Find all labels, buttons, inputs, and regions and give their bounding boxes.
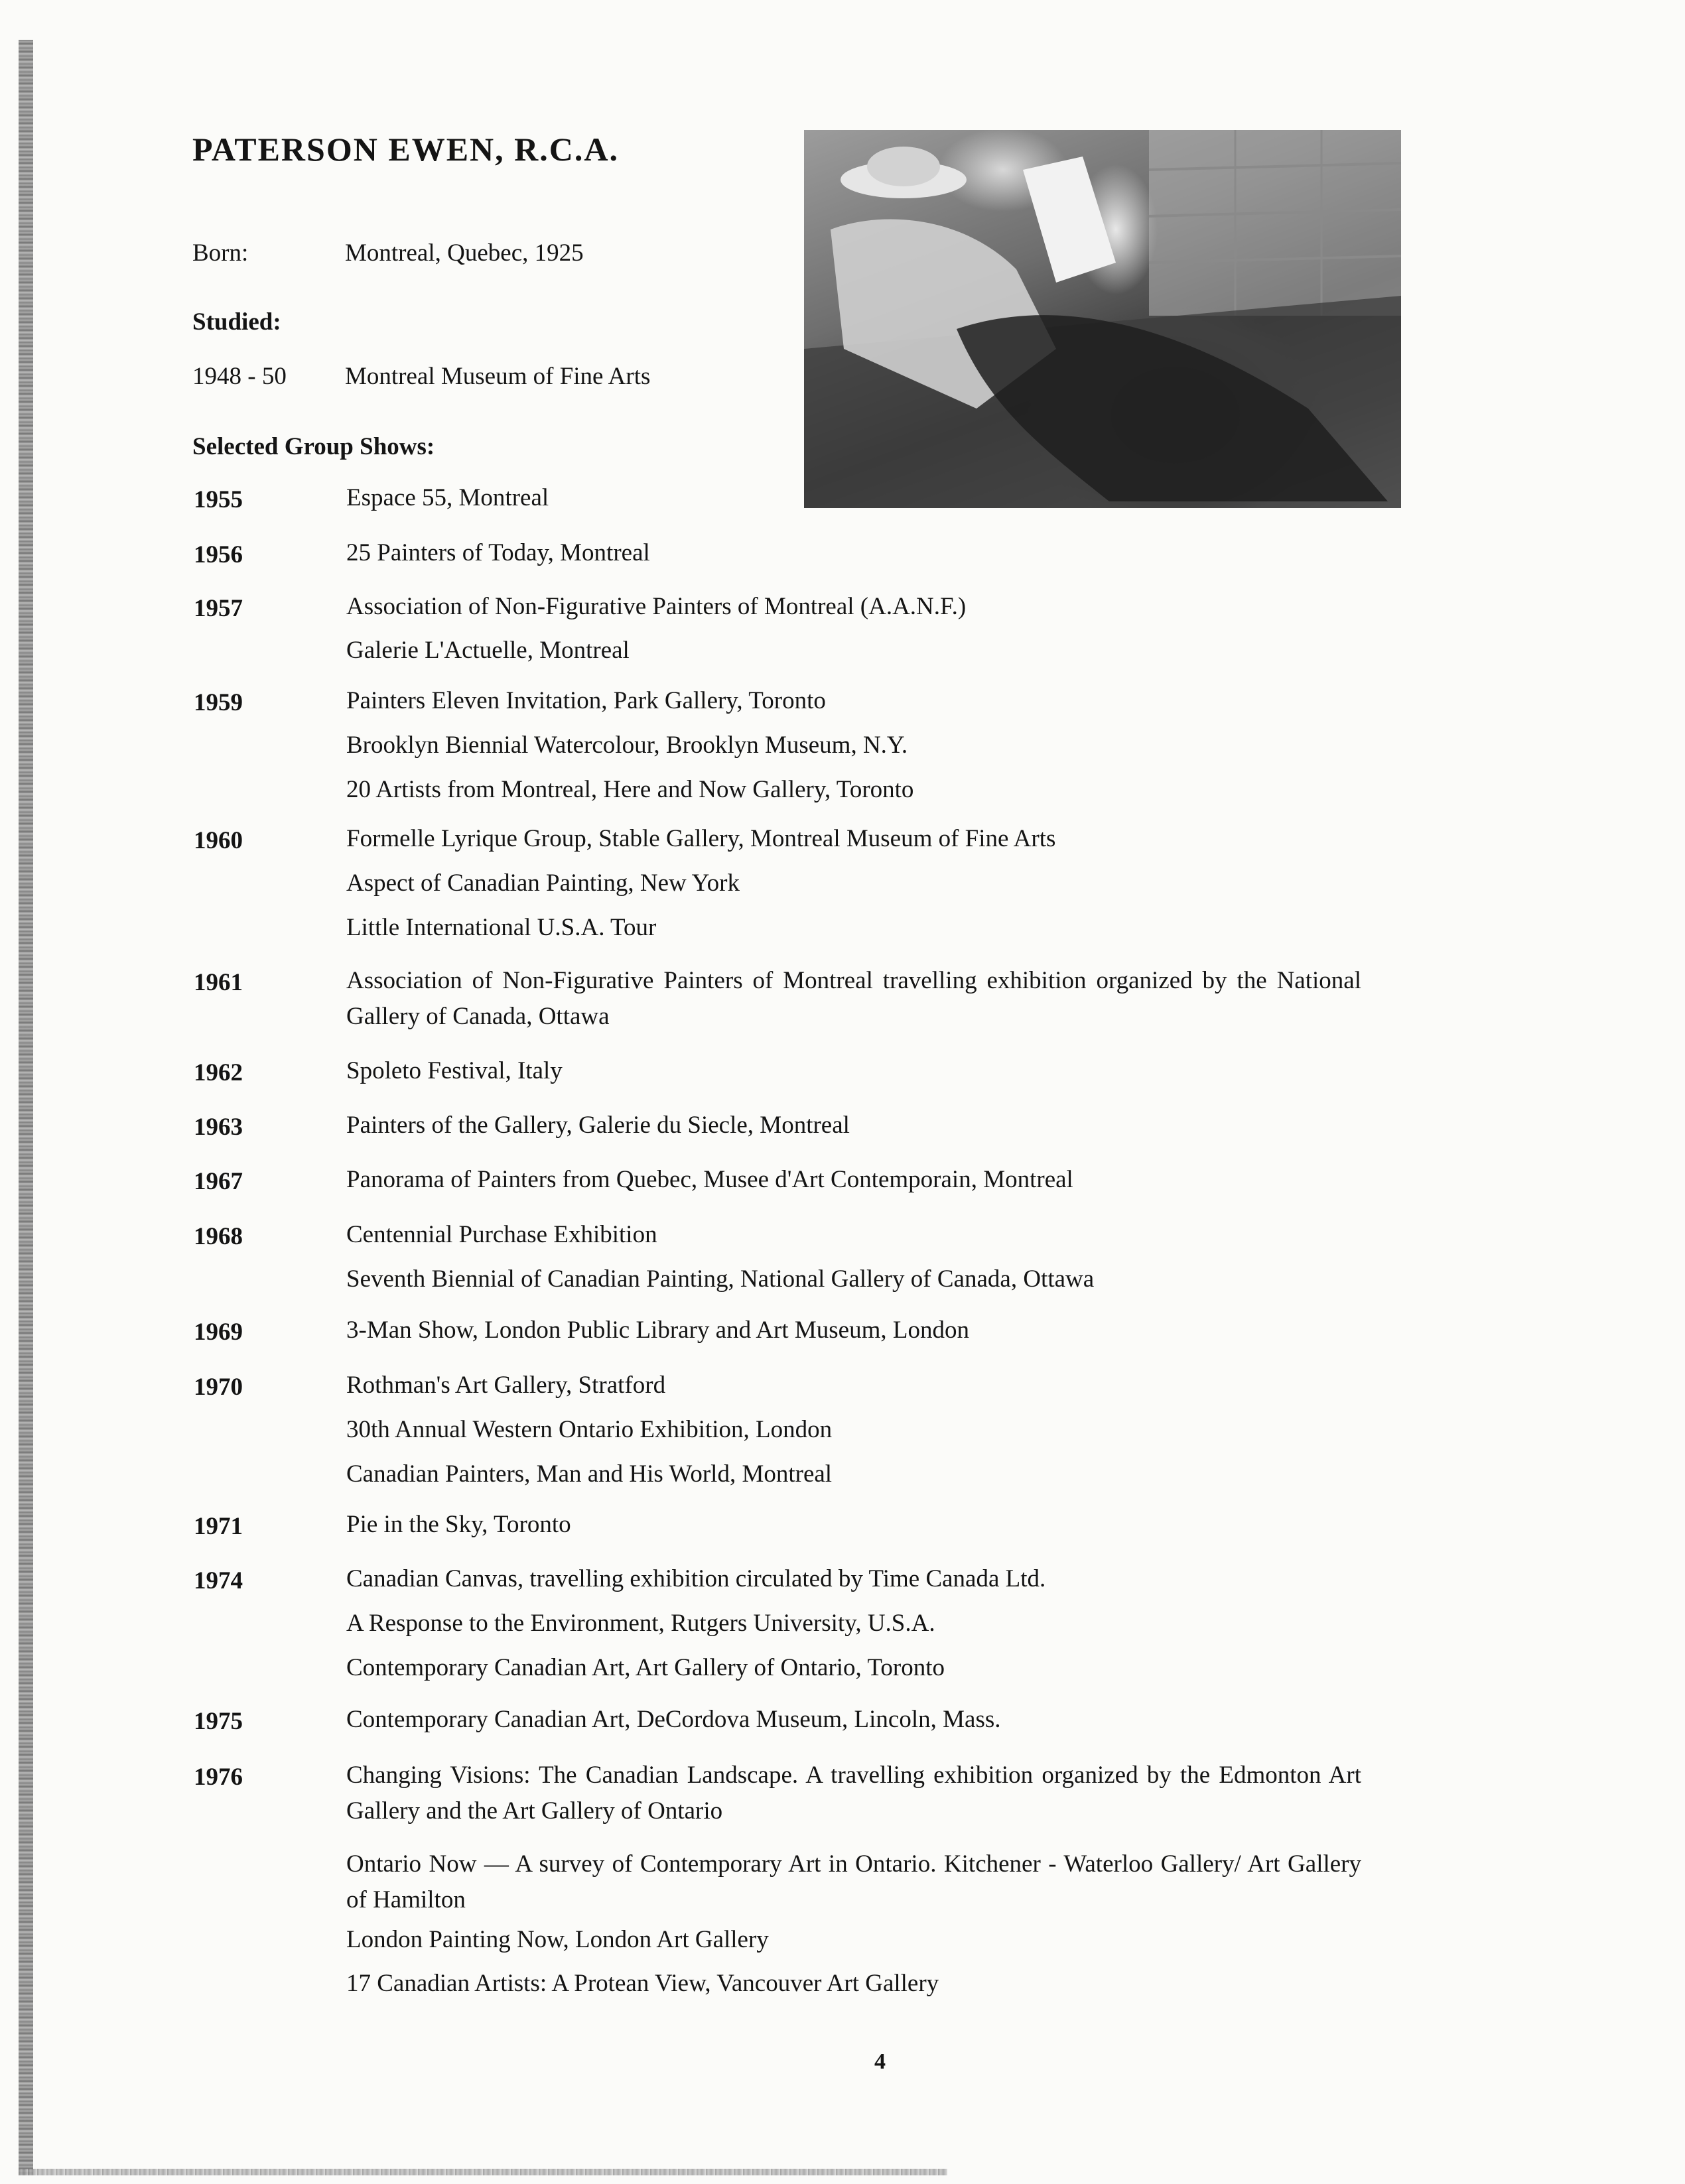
show-year: 1960 [194,827,243,854]
studied-value: Montreal Museum of Fine Arts [345,363,651,390]
show-entry: Little International U.S.A. Tour [346,914,657,941]
show-year: 1957 [194,595,243,622]
born-label: Born: [192,239,249,267]
show-entry: Rothman's Art Gallery, Stratford [346,1372,666,1399]
show-entry: Formelle Lyrique Group, Stable Gallery, Montreal Museum of Fine Arts [346,825,1056,852]
show-entry: Canadian Canvas, travelling exhibition circulated by Time Canada Ltd. [346,1565,1046,1592]
page-title: PATERSON EWEN, R.C.A. [192,131,619,168]
show-year: 1967 [194,1168,243,1195]
show-year: 1962 [194,1059,243,1086]
show-entry: Seventh Biennial of Canadian Painting, National Gallery of Canada, Ottawa [346,1265,1095,1293]
show-entry: Espace 55, Montreal [346,484,549,511]
show-entry: Changing Visions: The Canadian Landscape. A travelling exhibition organized by the Edmonton Art Gallery and the Art Gallery of Ontario [346,1762,1361,1825]
show-entry: Spoleto Festival, Italy [346,1057,563,1084]
show-year: 1975 [194,1708,243,1735]
born-value: Montreal, Quebec, 1925 [345,239,584,267]
show-year: 1970 [194,1374,243,1401]
page-number: 4 [874,2049,886,2074]
group-shows-heading: Selected Group Shows: [192,433,435,460]
show-year: 1956 [194,541,243,568]
studied-label: Studied: [192,308,281,336]
artist-photo [804,130,1401,508]
show-entry: Contemporary Canadian Art, DeCordova Museum, Lincoln, Mass. [346,1706,1001,1733]
show-year: 1969 [194,1318,243,1346]
show-entry: Painters of the Gallery, Galerie du Siecle, Montreal [346,1112,850,1139]
show-entry: Ontario Now — A survey of Contemporary Art in Ontario. Kitchener - Waterloo Gallery/ Art Gallery of Hamilton [346,1850,1361,1913]
scan-edge-bottom [19,2169,947,2175]
show-year: 1955 [194,486,243,513]
show-year: 1974 [194,1567,243,1594]
studied-year: 1948 - 50 [192,363,287,390]
show-entry: Brooklyn Biennial Watercolour, Brooklyn Museum, N.Y. [346,732,908,759]
show-entry: Galerie L'Actuelle, Montreal [346,637,630,664]
show-entry: 30th Annual Western Ontario Exhibition, London [346,1416,833,1443]
show-year: 1959 [194,689,243,716]
show-entry: Pie in the Sky, Toronto [346,1511,571,1538]
show-entry: Canadian Painters, Man and His World, Montreal [346,1460,833,1488]
show-entry: London Painting Now, London Art Gallery [346,1926,769,1953]
show-year: 1976 [194,1764,243,1791]
show-entry: Association of Non-Figurative Painters of Montreal travelling exhibition organized by the National Gallery of Canada, Ottawa [346,967,1361,1030]
show-entry: 25 Painters of Today, Montreal [346,539,650,566]
show-year: 1968 [194,1223,243,1250]
show-entry: A Response to the Environment, Rutgers University, U.S.A. [346,1610,935,1637]
show-entry: 20 Artists from Montreal, Here and Now Gallery, Toronto [346,776,914,803]
scan-edge-left [19,40,33,2175]
show-year: 1961 [194,969,243,996]
show-entry: Contemporary Canadian Art, Art Gallery of Ontario, Toronto [346,1654,945,1681]
show-year: 1971 [194,1513,243,1540]
show-entry: Painters Eleven Invitation, Park Gallery, Toronto [346,687,826,714]
artist-photo-graphic [804,130,1401,508]
show-entry: Centennial Purchase Exhibition [346,1221,657,1248]
show-entry: Aspect of Canadian Painting, New York [346,869,740,897]
show-entry: 3-Man Show, London Public Library and Art Museum, London [346,1317,969,1344]
show-entry: 17 Canadian Artists: A Protean View, Vancouver Art Gallery [346,1970,939,1997]
show-entry: Association of Non-Figurative Painters of Montreal (A.A.N.F.) [346,593,967,620]
show-year: 1963 [194,1114,243,1141]
show-entry: Panorama of Painters from Quebec, Musee d'Art Contemporain, Montreal [346,1166,1073,1193]
